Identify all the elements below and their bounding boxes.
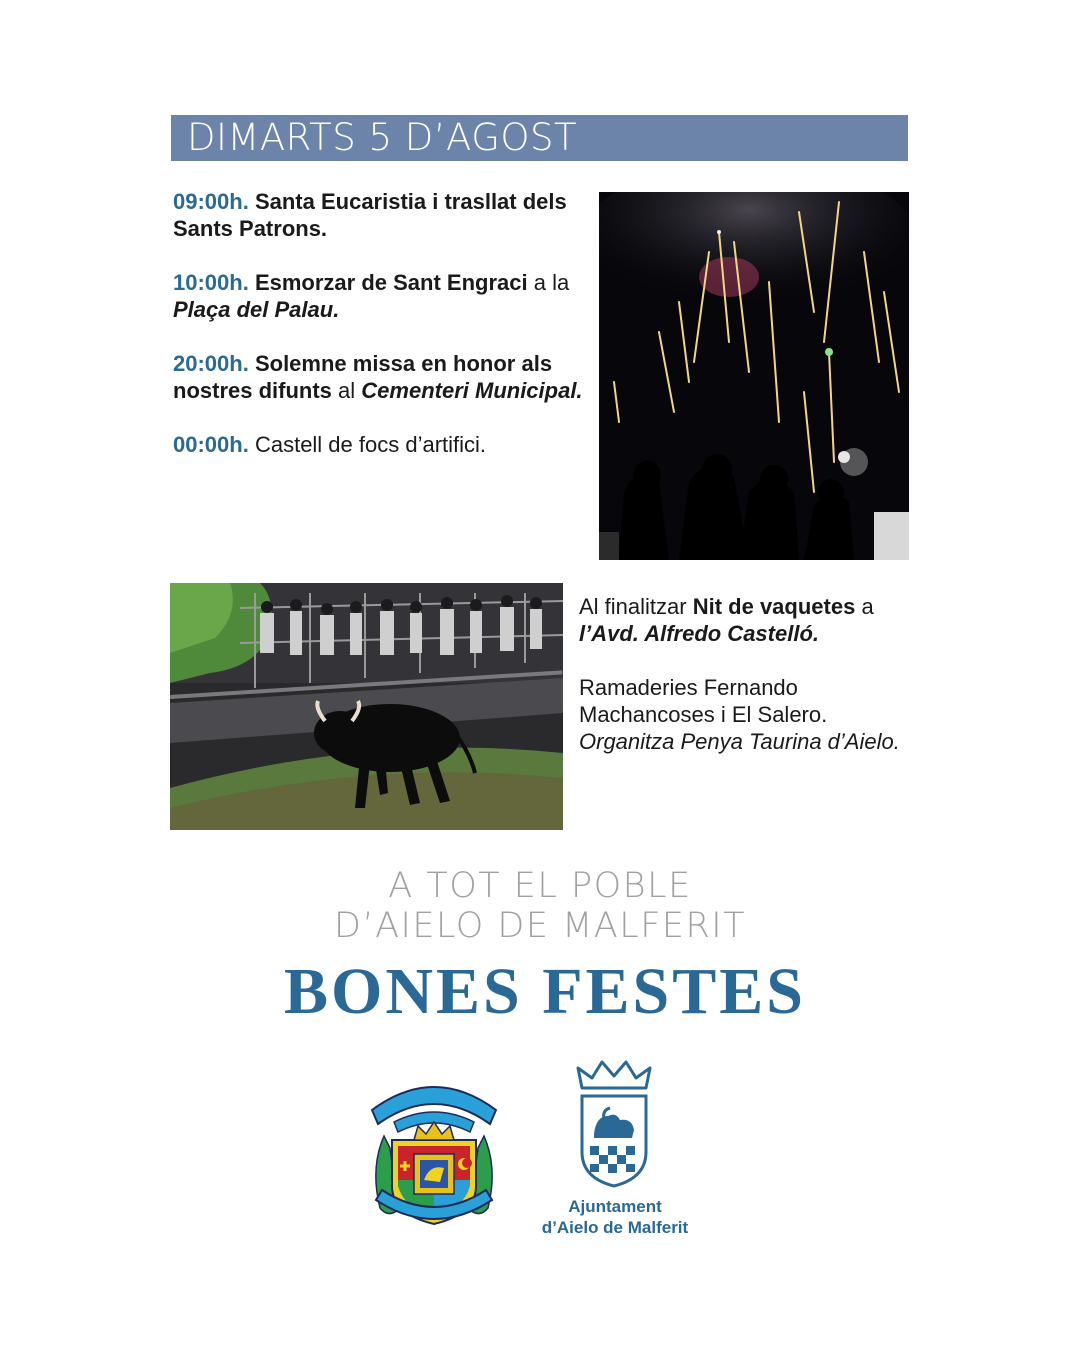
event-item — [173, 188, 593, 242]
bull-run-intro: Al finalitzar — [579, 594, 687, 619]
event-title: Santa Eucaristia i trasllat dels Sants Patrons. — [173, 189, 567, 241]
event-item — [173, 431, 593, 458]
event-title: Solemne missa en honor als nostres difunts — [173, 351, 553, 403]
event-title: Esmorzar de Sant Engraci — [254, 270, 528, 295]
bones-festes-title: BONES FESTES — [283, 955, 807, 1028]
event-connector: a la — [533, 270, 570, 295]
event-time: 10:00h. — [173, 270, 249, 295]
greeting-line-2: D’AIELO DE MALFERIT — [334, 906, 746, 946]
ajuntament-line-1: Ajuntament — [568, 1197, 662, 1216]
bull-run-credits — [579, 674, 909, 755]
event-connector: al — [338, 378, 356, 403]
bull-run-event — [579, 593, 909, 647]
ajuntament-line-2: d’Aielo de Malferit — [541, 1218, 689, 1237]
event-item — [173, 350, 593, 404]
event-place: Plaça del Palau. — [173, 297, 340, 322]
event-place: Cementeri Municipal. — [361, 378, 583, 403]
day-header: DIMARTS 5 D’AGOST — [171, 115, 908, 161]
ajuntament-crest-logo — [574, 1060, 654, 1188]
bull-run-ranches: Ramaderies Fernando Machancoses i El Salero. — [579, 675, 828, 727]
fireworks-photo — [599, 192, 909, 560]
bull-run-info — [579, 593, 909, 782]
event-time: 20:00h. — [173, 351, 249, 376]
event-item — [173, 269, 593, 323]
bull-run-organizer: Organitza Penya Taurina d’Aielo. — [579, 729, 900, 754]
bull-run-photo — [170, 583, 563, 830]
greeting-line-1: A TOT EL POBLE — [388, 866, 692, 906]
event-time: 00:00h. — [173, 432, 249, 457]
moros-cristians-logo — [370, 1068, 498, 1230]
bull-run-place: l’Avd. Alfredo Castelló. — [579, 621, 820, 646]
event-list — [173, 188, 593, 485]
event-title: Castell de focs d’artifici. — [254, 432, 487, 457]
ajuntament-name — [520, 1196, 710, 1238]
bull-run-title: Nit de vaquetes — [692, 594, 856, 619]
event-time: 09:00h. — [173, 189, 249, 214]
bull-run-connector: a — [861, 594, 874, 619]
